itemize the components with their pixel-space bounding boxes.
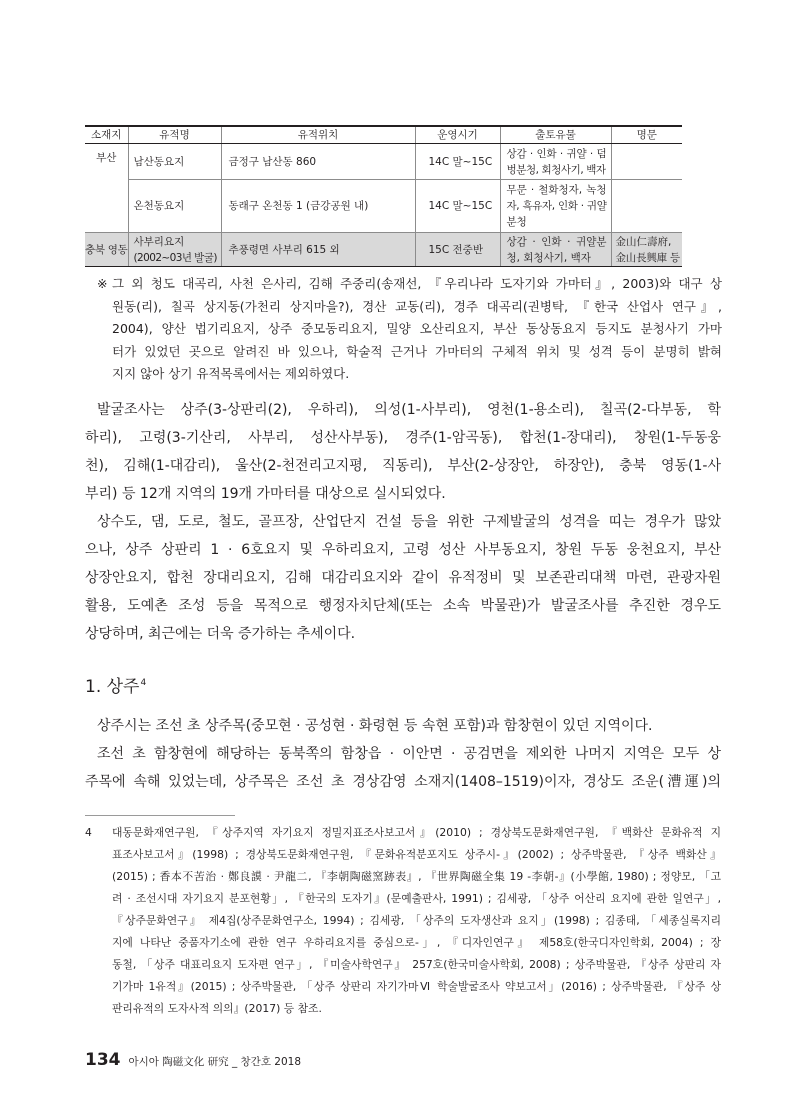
artifacts-line: 분청 — [506, 216, 527, 228]
page-footer — [85, 1050, 301, 1076]
table-head — [85, 126, 682, 144]
site-subtext: (2002~03년 발굴) — [133, 251, 217, 264]
region-text: 충북 영동 — [85, 243, 128, 256]
header-cell-period — [415, 126, 500, 144]
page-number: 134 — [85, 1050, 121, 1070]
kiln-site-table — [85, 125, 682, 267]
inscription-line: 金山仁壽府, — [615, 235, 672, 248]
paragraph — [85, 508, 721, 648]
artifacts-line: 상감 · 인화 · 귀얄 · 덤 — [506, 147, 607, 160]
footnote-line: 『상주문화연구』 제4집(상주문화연구소, 1994) ; 김세광, 「상주의 도자생산과 요지」(1998) ; 김종태, 「세종실록지리 — [112, 914, 721, 927]
footnote-line: 표조사보고서』(1998) ; 경상북도문화재연구원, 『문화유적분포지도 상주시-』(2002) ; 상주박물관, 『상주 백화산』 — [112, 848, 721, 861]
artifacts-line: 벙분청, 회청사기, 백자 — [506, 163, 606, 176]
cell-artifacts — [500, 233, 611, 267]
cell-location — [221, 233, 415, 267]
table-body — [85, 144, 682, 267]
note-mark: ※ — [97, 276, 108, 291]
paragraph — [85, 396, 721, 508]
header-label: 운영시기 — [437, 129, 478, 141]
paragraph — [85, 712, 721, 740]
note-body — [112, 273, 722, 386]
note-line: 원동(리), 칠곡 상지동(가천리 상지마을?), 경산 교동(리), 경주 대곡리(권병탁, 『한국 산업사 연구』, — [112, 298, 722, 314]
cell-artifacts — [500, 144, 611, 180]
footnote-line: 지에 나타난 중품자기소에 관한 연구 우하리요지를 중심으로-」, 『디자인연구』 제58호(한국디자인학회, 2004) ; 장 — [112, 936, 721, 949]
footnote-reference: 4 — [140, 678, 147, 689]
cell-region — [85, 233, 128, 267]
text-line: 발굴조사는 상주(3-상판리(2), 우하리), 의성(1-사부리), 영천(1-용소리), 칠곡(2-다부동, 학 — [97, 402, 721, 418]
note-line: 2004), 양산 법기리요지, 상주 중모동리요지, 밀양 오산리요지, 부산 동상동요지 등지도 분청사기 가마 — [112, 321, 722, 336]
text-line: 활용, 도예촌 조성 등을 목적으로 행정자치단체(또는 소속 박물관)가 발굴조사를 추진한 경우도 — [85, 598, 721, 614]
cell-site — [128, 233, 221, 267]
cell-period — [415, 233, 500, 267]
footnote-line: (2015) ; 香本不苦治 · 鄭良謨 · 尹龍二, 『李朝陶磁窯跡表』, 『世界陶磁全集 19 -李朝-』(小學館, 1980) ; 정양모, 「고 — [112, 870, 721, 883]
cell-site — [128, 180, 221, 233]
period-text: 14C 말~15C — [428, 200, 493, 212]
footnote-body — [112, 822, 721, 1020]
note-line: 터가 있었던 곳으로 알려진 바 있으나, 학술적 근거나 가마터의 구체적 위치 및 성격 등이 분명히 밝혀 — [112, 343, 722, 359]
text-line: 하리), 고령(3-기산리, 사부리, 성산사부동), 경주(1-암곡동), 합천(1-장대리), 창원(1-두동웅 — [85, 430, 721, 446]
table-row-highlighted — [85, 233, 682, 267]
section-heading — [85, 674, 146, 700]
footnote-line: 기가마 1유적』(2015) ; 상주박물관, 「상주 상판리 자기가마Ⅵ 학술발굴조사 약보고서」(2016) ; 상주박물관, 『상주 상 — [112, 980, 721, 993]
artifacts-line: 상감 · 인화 · 귀얄분 — [506, 235, 607, 248]
header-cell-region — [85, 126, 128, 144]
text-line: 으나, 상주 상판리 1 · 6호요지 및 우하리요지, 고령 성산 사부동요지, 창원 두동 웅천요지, 부산 — [85, 542, 721, 558]
location-text: 추풍령면 사부리 615 외 — [228, 243, 340, 256]
cell-artifacts — [500, 180, 611, 233]
site-text: 사부리요지 — [133, 235, 185, 248]
cell-period — [415, 144, 500, 180]
cell-region — [85, 144, 128, 233]
footnote-number: 4 — [85, 826, 92, 839]
site-text: 온천동요지 — [133, 200, 185, 212]
site-text: 남산동요지 — [133, 155, 185, 168]
cell-period — [415, 180, 500, 233]
footnote — [85, 822, 721, 1020]
text-line: 상수도, 댐, 도로, 철도, 골프장, 산업단지 건설 등을 위한 구제발굴의 성격을 띠는 경우가 많았 — [97, 514, 721, 530]
inscription-line: 金山長興庫 등 — [615, 251, 680, 264]
text-line: 상당하며, 최근에는 더욱 증가하는 추세이다. — [85, 626, 356, 642]
journal-title: 아시아 陶磁文化 研究 _ 창간호 2018 — [128, 1056, 302, 1068]
cell-location — [221, 180, 415, 233]
cell-location — [221, 144, 415, 180]
period-text: 15C 전중반 — [428, 243, 483, 256]
header-cell-inscription — [611, 126, 682, 144]
cell-inscription — [611, 144, 682, 180]
footnote-line: 판리유적의 도자사적 의의』(2017) 등 참조. — [112, 1002, 322, 1015]
cell-site — [128, 144, 221, 180]
footnote-divider — [85, 815, 235, 816]
text-line: 상주시는 조선 초 상주목(중모현 · 공성현 · 화령현 등 속현 포함)과 함창현이 있던 지역이다. — [97, 718, 653, 734]
text-line: 부리) 등 12개 지역의 19개 가마터를 대상으로 실시되었다. — [85, 486, 446, 502]
header-cell-location — [221, 126, 415, 144]
note-line: 그 외 청도 대곡리, 사천 은사리, 김해 주중리(송재선, 『우리나라 도자기와 가마터』, 2003)와 대구 상 — [112, 276, 722, 291]
intro-text — [85, 396, 721, 648]
header-label: 출토유물 — [535, 129, 576, 141]
text-line: 주목에 속해 있었는데, 상주목은 조선 초 경상감영 소재지(1408–1519)이자, 경상도 조운(漕運)의 — [85, 774, 721, 790]
section-heading-text: 1. 상주 — [85, 677, 140, 697]
header-cell-site — [128, 126, 221, 144]
location-text: 동래구 온천동 1 (금강공원 내) — [228, 200, 369, 212]
header-label: 유적위치 — [297, 129, 339, 141]
table-row — [85, 180, 682, 233]
location-text: 금정구 남산동 860 — [228, 155, 317, 168]
text-line: 천), 김해(1-대감리), 울산(2-천전리고지평, 직동리), 부산(2-상장안, 하장안), 충북 영동(1-사 — [85, 458, 721, 474]
text-line: 조선 초 함창현에 해당하는 동북쪽의 함창읍 · 이안면 · 공검면을 제외한 나머지 지역은 모두 상 — [97, 746, 721, 762]
table-header-row — [85, 126, 682, 144]
header-cell-artifacts — [500, 126, 611, 144]
table-note — [97, 273, 722, 386]
artifacts-line: 청, 회청사기, 백자 — [506, 251, 591, 264]
header-label: 명문 — [636, 129, 657, 141]
footnote-line: 대동문화재연구원, 『상주지역 자기요지 정밀지표조사보고서』(2010) ; 경상북도문화재연구원, 『백화산 문화유적 지 — [112, 826, 721, 839]
header-label: 소재지 — [91, 129, 122, 141]
paragraph — [85, 740, 721, 796]
note-line: 지지 않아 상기 유적목록에서는 제외하였다. — [112, 366, 350, 381]
cell-inscription — [611, 180, 682, 233]
artifacts-line: 무문 · 철화청자, 녹청 — [506, 184, 607, 196]
footnote-line: 려 · 조선시대 자기요지 분포현황」, 『한국의 도자기』(문예출판사, 1991) ; 김세광, 「상주 어산리 요지에 관한 일연구」, — [112, 892, 721, 905]
footnote-line: 동철, 「상주 대표리요지 도자편 연구」, 『미술사학연구』 257호(한국미술사학회, 2008) ; 상주박물관, 『상주 상판리 자 — [112, 958, 721, 971]
period-text: 14C 말~15C — [428, 155, 493, 168]
section-text — [85, 712, 721, 796]
region-text: 부산 — [96, 152, 117, 164]
text-line: 상장안요지, 합천 장대리요지, 김해 대감리요지와 같이 유적정비 및 보존관리대책 마련, 관광자원 — [85, 570, 721, 586]
table-row — [85, 144, 682, 180]
cell-inscription — [611, 233, 682, 267]
header-label: 유적명 — [159, 129, 190, 141]
artifacts-line: 자, 흑유자, 인화 · 귀얄 — [506, 200, 607, 212]
